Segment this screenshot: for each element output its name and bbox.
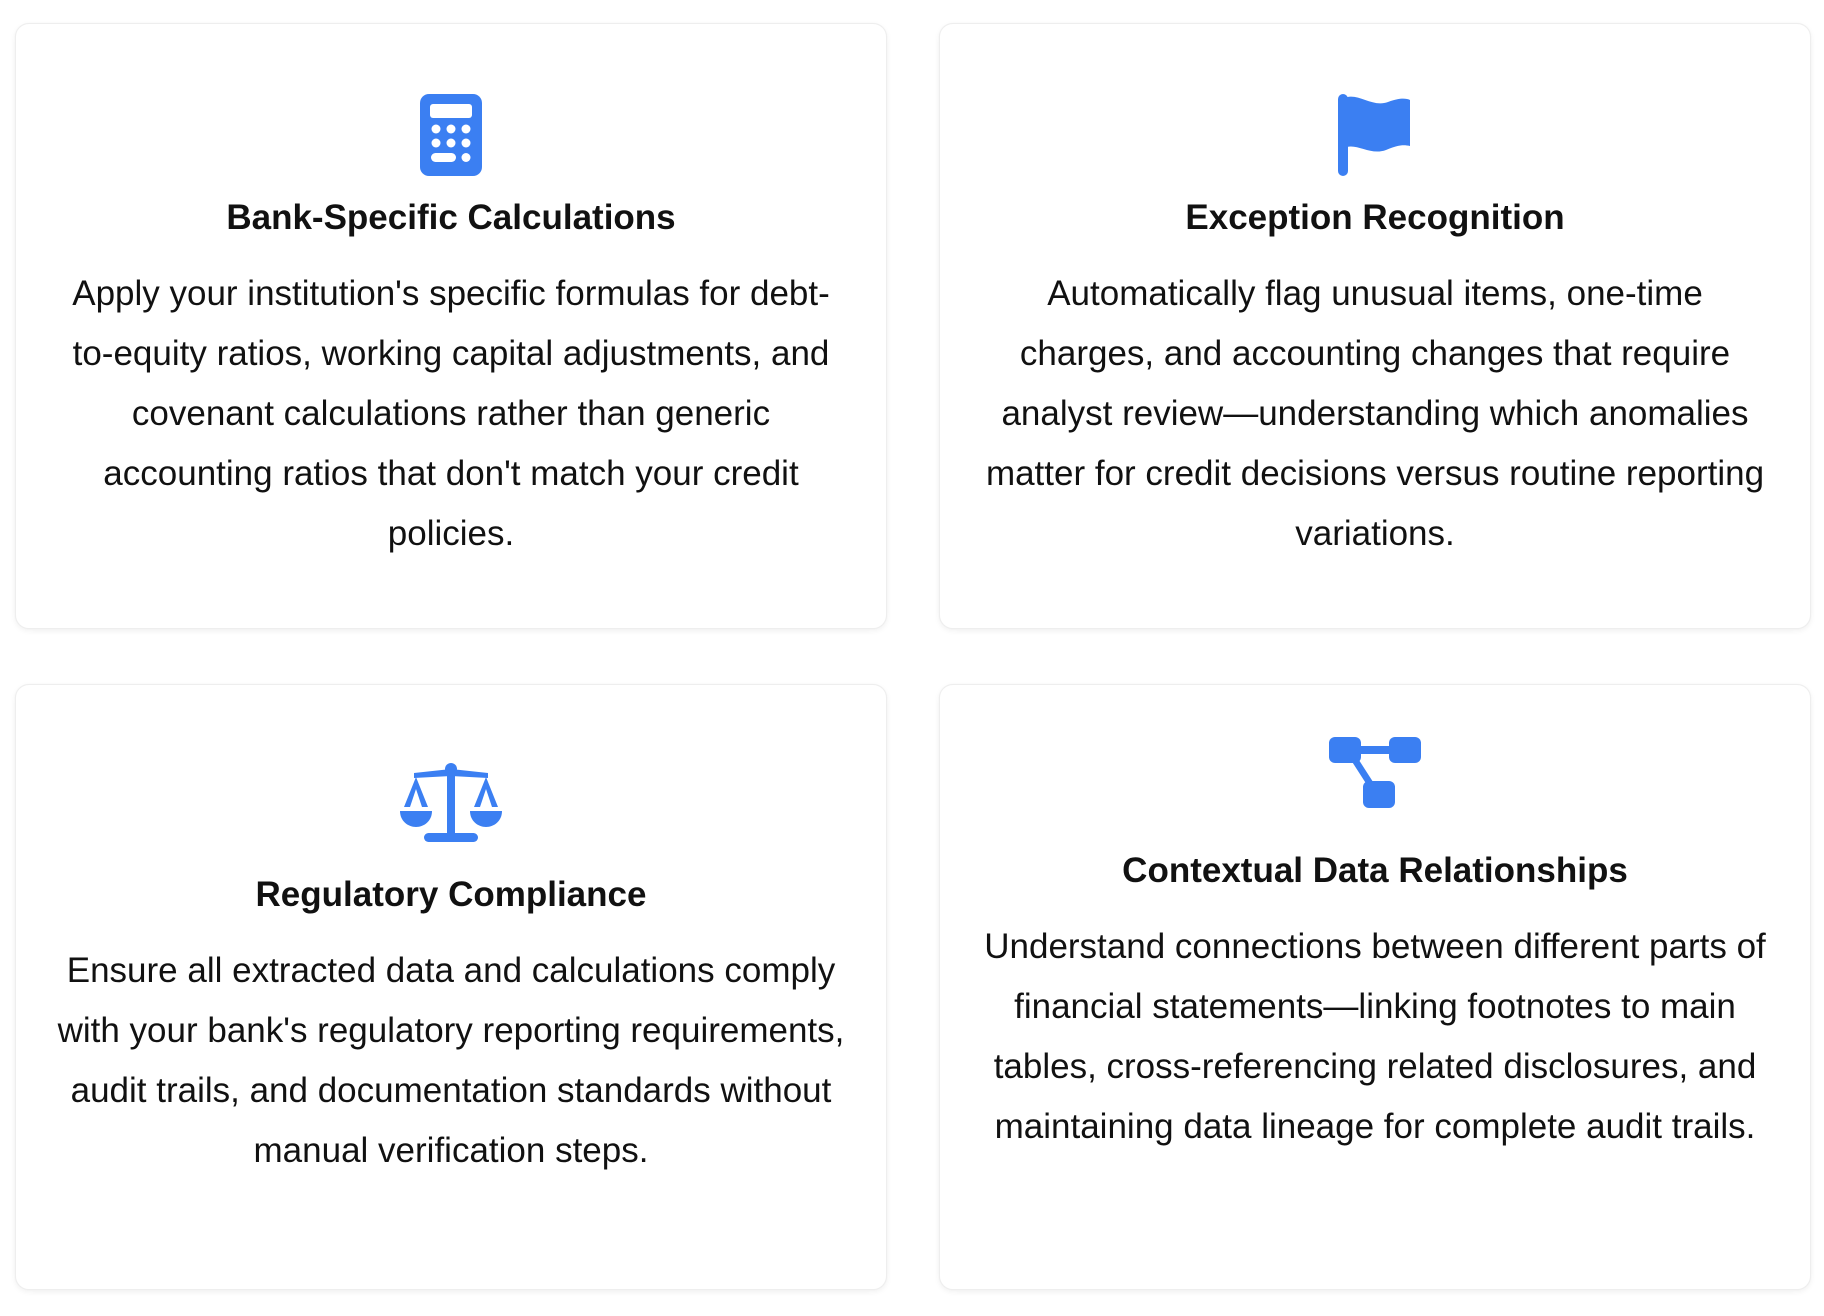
card-title: Regulatory Compliance	[255, 875, 647, 914]
card-title: Bank-Specific Calculations	[226, 198, 676, 237]
feature-card-contextual-data-relationships	[939, 684, 1811, 1290]
card-description: Automatically flag unusual items, one-time charges, and accounting changes that require analyst review—understanding which anomalies matter for credit decisions versus routine reporting variations.	[985, 274, 1765, 553]
scale-icon	[391, 745, 511, 843]
card-description: Ensure all extracted data and calculations comply with your bank's regulatory reporting requirements, audit trails, and documentation standards without manual verification steps.	[57, 951, 845, 1170]
feature-card-regulatory-compliance	[15, 684, 887, 1290]
card-description: Understand connections between different parts of financial statements—linking footnotes to main tables, cross-referencing related disclosures, and maintaining data lineage for complete audit trails.	[984, 927, 1766, 1146]
sitemap-icon	[1315, 735, 1435, 809]
feature-card-exception-recognition	[939, 23, 1811, 629]
calculator-icon	[391, 76, 511, 176]
feature-card-bank-specific-calculations	[15, 23, 887, 629]
flag-icon	[1315, 76, 1435, 176]
card-description: Apply your institution's specific formulas for debt-to-equity ratios, working capital adjustments, and covenant calculations rather than generic accounting ratios that don't match your credit policies.	[72, 274, 830, 553]
card-title: Exception Recognition	[1185, 198, 1565, 237]
card-title: Contextual Data Relationships	[1122, 851, 1628, 890]
